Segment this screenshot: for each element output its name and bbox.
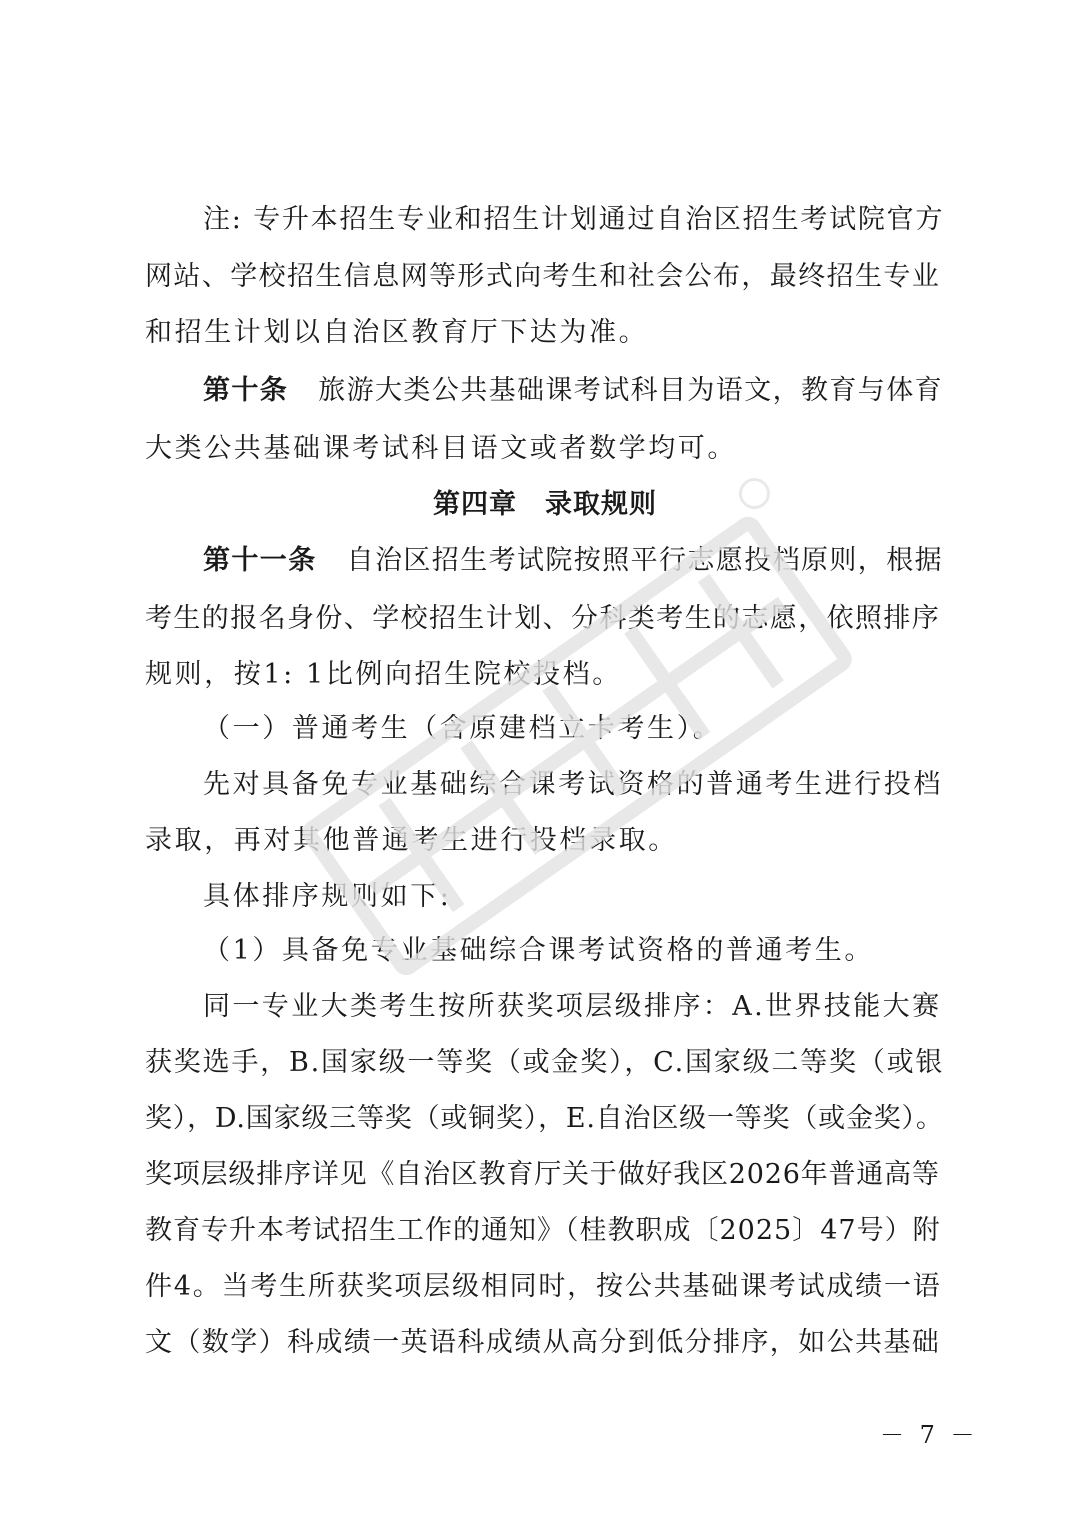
text-line: 先对具备免专业基础综合课考试资格的普通考生进行投档 [203, 769, 943, 800]
text-line: 文（数学）科成绩一英语科成绩从高分到低分排序，如公共基础 [145, 1327, 941, 1358]
text-line: 获奖选手，B.国家级一等奖（或金奖），C.国家级二等奖（或银 [145, 1047, 945, 1078]
article-text: 自治区招生考试院按照平行志愿投档原则，根据 [346, 545, 944, 576]
text-line: （1）具备免专业基础综合课考试资格的普通考生。 [203, 935, 874, 966]
text-line: 注: 专升本招生专业和招生计划通过自治区招生考试院官方 [203, 204, 945, 235]
text-line: 具体排序规则如下: [203, 881, 452, 912]
text-line: 规则，按1: 1比例向招生院校投档。 [145, 659, 622, 690]
text-line: 奖项层级排序详见《自治区教育厅关于做好我区2026年普通高等 [145, 1159, 940, 1190]
text-line: 考生的报名身份、学校招生计划、分科类考生的志愿，依照排序 [145, 603, 941, 634]
article-number: 第十条 [203, 375, 289, 406]
text-line: 大类公共基础课考试科目语文或者数学均可。 [145, 433, 737, 464]
text-line: 录取，再对其他普通考生进行投档录取。 [145, 825, 678, 856]
text-line: 同一专业大类考生按所获奖项层级排序：A.世界技能大赛 [203, 991, 942, 1022]
text-line: （一）普通考生（含原建档立卡考生）。 [203, 713, 723, 744]
text-line [203, 371, 945, 411]
text-line [203, 541, 945, 581]
article-text: 旅游大类公共基础课考试科目为语文，教育与体育 [318, 375, 944, 406]
text-line: 件4。当考生所获奖项层级相同时，按公共基础课考试成绩一语 [145, 1271, 942, 1302]
text-line: 和招生计划以自治区教育厅下达为准。 [145, 317, 649, 348]
article-number: 第十一条 [203, 545, 317, 576]
page-number: － 7 － [880, 1421, 979, 1449]
text-line: 奖），D.国家级三等奖（或铜奖），E.自治区级一等奖（或金奖）。 [145, 1103, 944, 1134]
text-line: 网站、学校招生信息网等形式向考生和社会公布，最终招生专业 [145, 261, 941, 292]
chapter-heading: 第四章 录取规则 [433, 489, 657, 520]
text-line: 教育专升本考试招生工作的通知》（桂教职成〔2025〕47号）附 [145, 1215, 941, 1246]
